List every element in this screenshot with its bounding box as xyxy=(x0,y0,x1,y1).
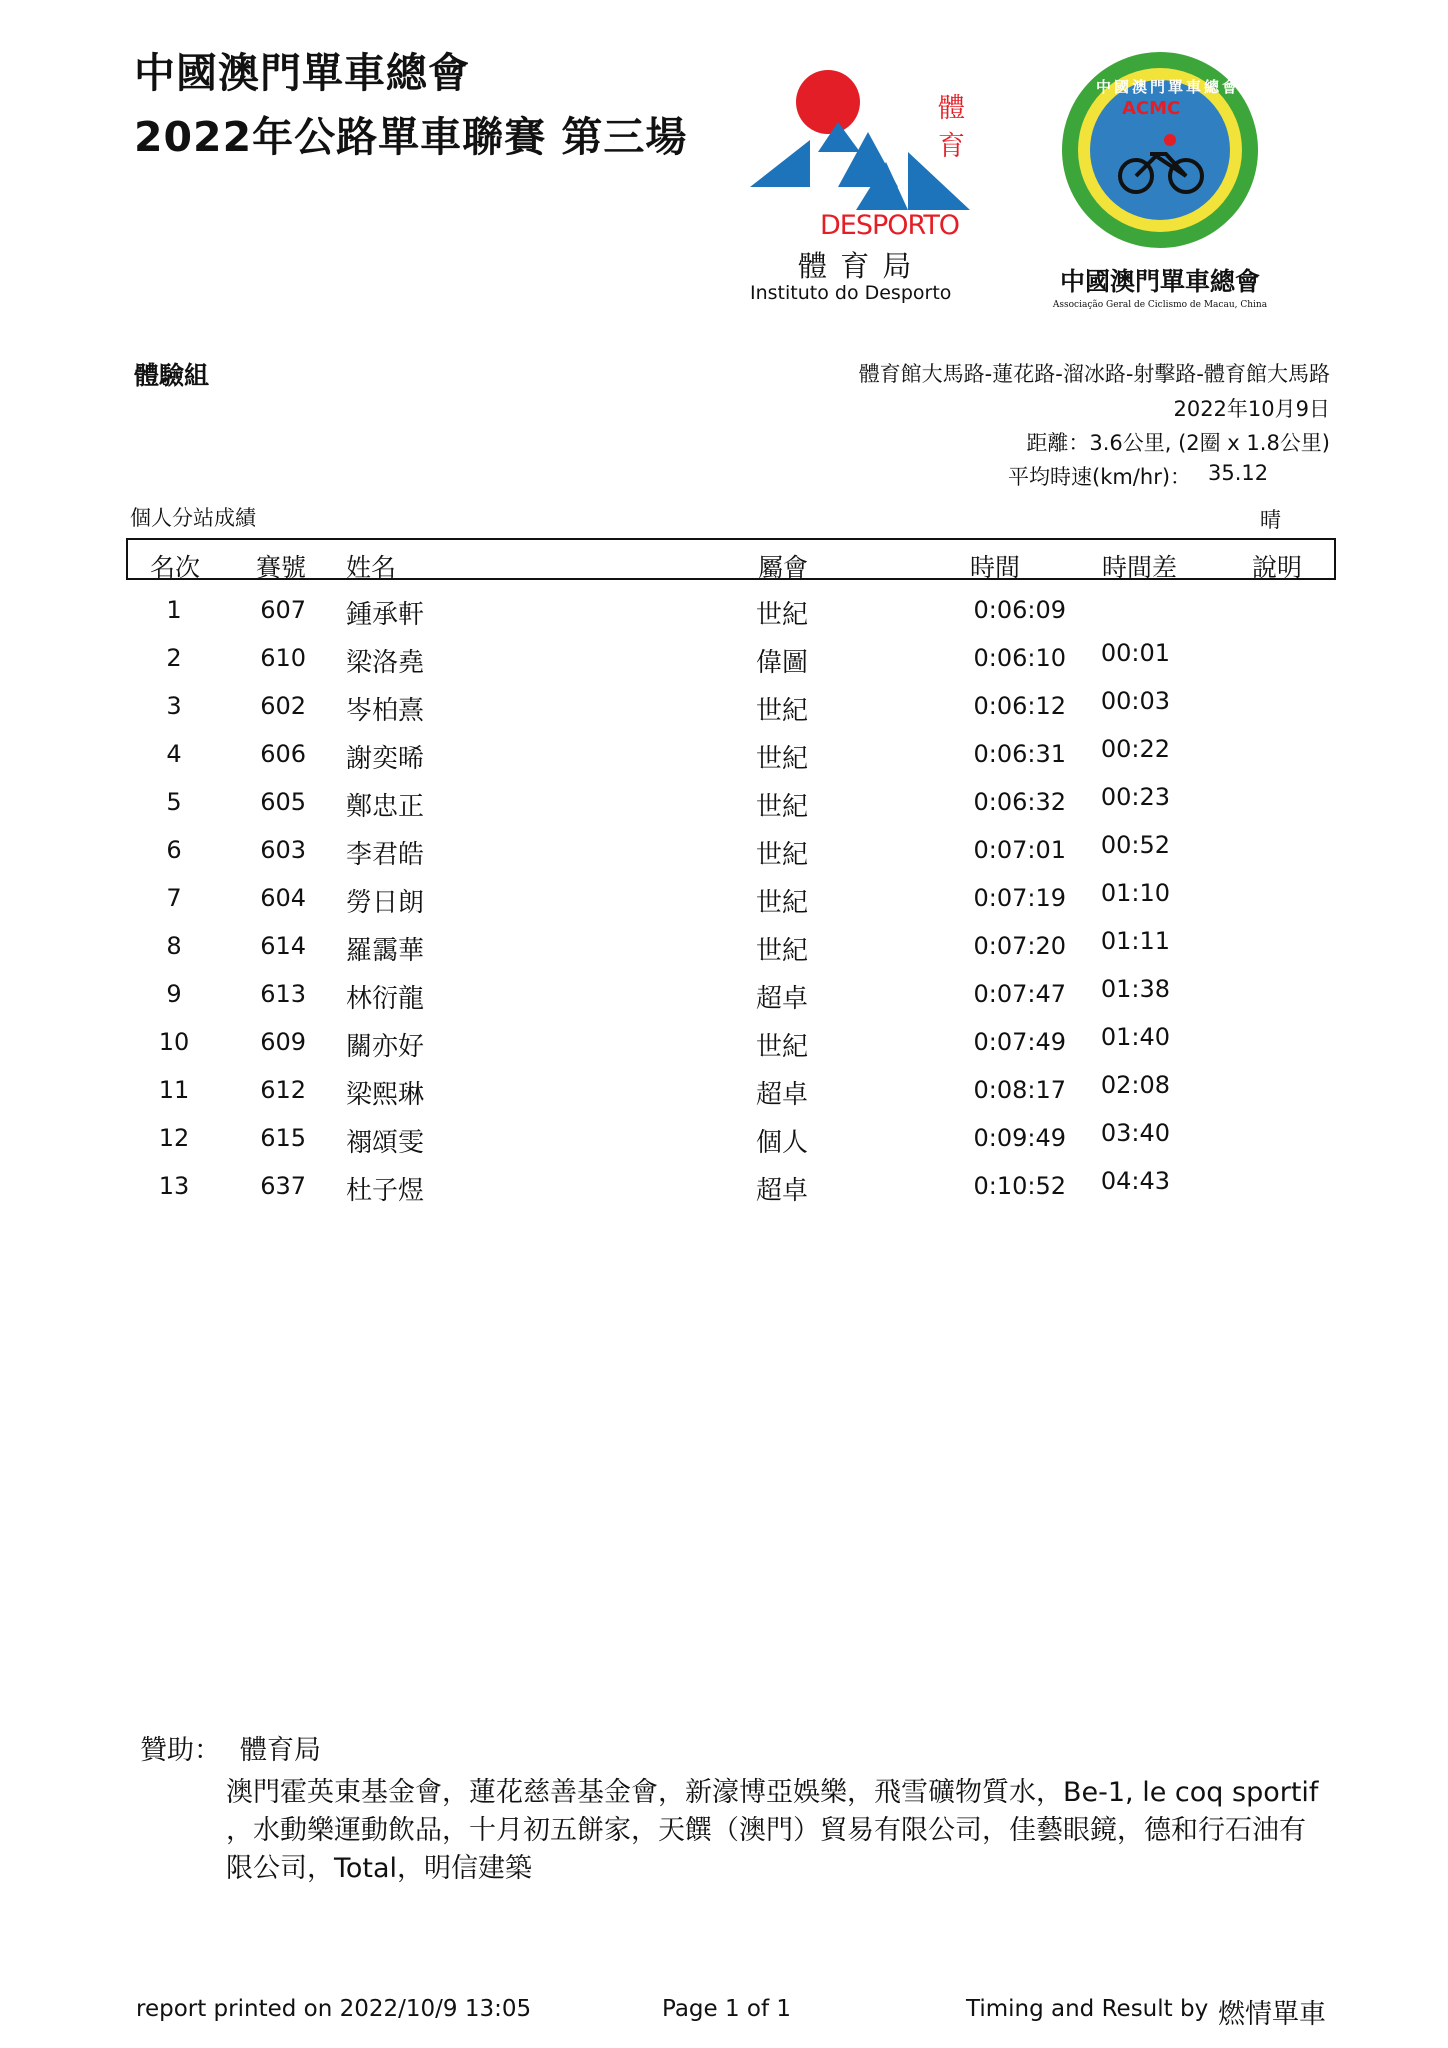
table-row xyxy=(0,974,1448,1022)
table-row xyxy=(0,638,1448,686)
bib-cell: 615 xyxy=(260,1124,306,1152)
bib-cell: 614 xyxy=(260,932,306,960)
weather-label: 晴 xyxy=(1260,508,1281,532)
club-cell: 世紀 xyxy=(756,888,809,918)
gap-cell: 01:11 xyxy=(1100,927,1170,955)
rank-cell: 13 xyxy=(158,1172,190,1200)
race-distance: 距離：3.6公里, (2圈 x 1.8公里) xyxy=(1026,431,1330,455)
time-cell: 0:07:49 xyxy=(973,1028,1066,1056)
table-row xyxy=(0,590,1448,638)
club-cell: 超卓 xyxy=(756,1176,809,1206)
desporto-vertical-text-1: 體 xyxy=(938,93,965,124)
desporto-logo xyxy=(748,52,996,312)
time-cell: 0:10:52 xyxy=(973,1172,1066,1200)
rank-cell: 3 xyxy=(166,692,182,720)
avg-speed-label: 平均時速(km/hr)： xyxy=(1008,465,1192,489)
time-cell: 0:08:17 xyxy=(973,1076,1066,1104)
acmc-caption-pt: Associação Geral de Ciclismo de Macau, China xyxy=(1052,300,1268,310)
club-cell: 超卓 xyxy=(756,1080,809,1110)
time-cell: 0:06:09 xyxy=(973,596,1066,624)
table-row xyxy=(0,1166,1448,1214)
time-cell: 0:06:32 xyxy=(973,788,1066,816)
time-cell: 0:07:20 xyxy=(973,932,1066,960)
club-cell: 世紀 xyxy=(756,600,809,630)
header-name: 姓名 xyxy=(346,553,397,582)
sponsor-label: 贊助： xyxy=(140,1735,221,1766)
club-cell: 世紀 xyxy=(756,696,809,726)
sponsor-line-1: 澳門霍英東基金會，蓮花慈善基金會，新濠博亞娛樂，飛雪礦物質水，Be-1, le coq sportif xyxy=(226,1777,1319,1808)
gap-cell: 01:38 xyxy=(1100,975,1170,1003)
rank-cell: 12 xyxy=(158,1124,190,1152)
gap-cell: 03:40 xyxy=(1100,1119,1170,1147)
acmc-badge: ACMC xyxy=(1122,98,1181,119)
club-cell: 個人 xyxy=(756,1128,809,1158)
desporto-chinese-name: 體 育 局 xyxy=(798,249,914,283)
gap-cell: 00:03 xyxy=(1100,687,1170,715)
club-cell: 世紀 xyxy=(756,1032,809,1062)
gap-cell: 00:52 xyxy=(1100,831,1170,859)
name-cell: 禤頌雯 xyxy=(346,1128,425,1158)
gap-cell: 00:23 xyxy=(1100,783,1170,811)
club-cell: 偉圖 xyxy=(756,648,809,678)
rank-cell: 2 xyxy=(166,644,182,672)
name-cell: 李君皓 xyxy=(346,840,425,870)
time-cell: 0:07:01 xyxy=(973,836,1066,864)
bib-cell: 610 xyxy=(260,644,306,672)
header-gap: 時間差 xyxy=(1102,553,1178,582)
name-cell: 鄭忠正 xyxy=(346,792,425,822)
rank-cell: 1 xyxy=(166,596,182,624)
name-cell: 關亦好 xyxy=(346,1032,425,1062)
bib-cell: 609 xyxy=(260,1028,306,1056)
desporto-vertical-text-2: 育 xyxy=(938,131,965,162)
header-rank: 名次 xyxy=(150,553,201,582)
table-row xyxy=(0,1070,1448,1118)
club-cell: 世紀 xyxy=(756,840,809,870)
rank-cell: 9 xyxy=(166,980,182,1008)
table-row xyxy=(0,1118,1448,1166)
category-label: 體驗組 xyxy=(134,361,210,390)
gap-cell: 04:43 xyxy=(1100,1167,1170,1195)
time-cell: 0:07:19 xyxy=(973,884,1066,912)
club-cell: 世紀 xyxy=(756,744,809,774)
event-title: 2022年公路單車聯賽 第三場 xyxy=(134,113,688,161)
time-cell: 0:06:31 xyxy=(973,740,1066,768)
avg-speed-value: 35.12 xyxy=(1208,461,1269,485)
desporto-wordmark: DESPORTO xyxy=(820,210,960,241)
header-bib: 賽號 xyxy=(256,553,307,582)
org-title: 中國澳門單車總會 xyxy=(134,49,470,97)
acmc-caption-cn: 中國澳門單車總會 xyxy=(1059,267,1260,296)
gap-cell: 01:40 xyxy=(1100,1023,1170,1051)
rank-cell: 11 xyxy=(158,1076,190,1104)
gap-cell: 00:22 xyxy=(1100,735,1170,763)
table-row xyxy=(0,782,1448,830)
name-cell: 梁洛堯 xyxy=(346,648,425,678)
acmc-ring-text-top: 中國澳門單車總會 xyxy=(1096,78,1241,96)
bib-cell: 606 xyxy=(260,740,306,768)
sponsor-line-2: ，水動樂運動飲品，十月初五餅家，天饌（澳門）貿易有限公司，佳藝眼鏡，德和行石油有 xyxy=(226,1815,1306,1846)
rank-cell: 10 xyxy=(158,1028,190,1056)
header-club: 屬會 xyxy=(758,553,809,582)
sponsor-main: 體育局 xyxy=(240,1735,321,1766)
name-cell: 林衍龍 xyxy=(346,984,425,1014)
club-cell: 世紀 xyxy=(756,936,809,966)
rank-cell: 6 xyxy=(166,836,182,864)
bib-cell: 602 xyxy=(260,692,306,720)
table-row xyxy=(0,926,1448,974)
time-cell: 0:07:47 xyxy=(973,980,1066,1008)
time-cell: 0:06:12 xyxy=(973,692,1066,720)
name-cell: 鍾承軒 xyxy=(346,600,425,630)
table-header xyxy=(126,538,1336,580)
header-time: 時間 xyxy=(970,553,1021,582)
table-row xyxy=(0,1022,1448,1070)
name-cell: 謝奕晞 xyxy=(346,744,425,774)
name-cell: 梁熙琳 xyxy=(346,1080,425,1110)
time-cell: 0:09:49 xyxy=(973,1124,1066,1152)
route-text: 體育館大馬路-蓮花路-溜冰路-射擊路-體育館大馬路 xyxy=(858,362,1330,386)
sponsor-line-3: 限公司，Total，明信建築 xyxy=(226,1853,533,1884)
gap-cell: 02:08 xyxy=(1100,1071,1170,1099)
bib-cell: 605 xyxy=(260,788,306,816)
bib-cell: 637 xyxy=(260,1172,306,1200)
table-row xyxy=(0,734,1448,782)
rank-cell: 8 xyxy=(166,932,182,960)
table-row xyxy=(0,830,1448,878)
name-cell: 勞日朗 xyxy=(346,888,425,918)
bib-cell: 604 xyxy=(260,884,306,912)
header-note: 說明 xyxy=(1252,553,1303,582)
name-cell: 羅靄華 xyxy=(346,936,425,966)
desporto-portuguese-name: Instituto do Desporto xyxy=(750,282,952,304)
page-number: Page 1 of 1 xyxy=(662,1996,792,2022)
name-cell: 岑柏熹 xyxy=(346,696,425,726)
name-cell: 杜子煜 xyxy=(346,1176,425,1206)
timing-by: 燃情單車 xyxy=(1218,1999,1326,2030)
timing-label: Timing and Result by xyxy=(966,1996,1209,2022)
report-printed: report printed on 2022/10/9 13:05 xyxy=(136,1996,532,2022)
bib-cell: 612 xyxy=(260,1076,306,1104)
rank-cell: 7 xyxy=(166,884,182,912)
section-label: 個人分站成績 xyxy=(130,506,256,530)
rank-cell: 5 xyxy=(166,788,182,816)
time-cell: 0:06:10 xyxy=(973,644,1066,672)
table-row xyxy=(0,878,1448,926)
bib-cell: 603 xyxy=(260,836,306,864)
gap-cell: 00:01 xyxy=(1100,639,1170,667)
race-date: 2022年10月9日 xyxy=(1173,397,1330,421)
bib-cell: 613 xyxy=(260,980,306,1008)
gap-cell: 01:10 xyxy=(1100,879,1170,907)
club-cell: 世紀 xyxy=(756,792,809,822)
table-row xyxy=(0,686,1448,734)
acmc-ring-text-side xyxy=(1160,46,1161,47)
club-cell: 超卓 xyxy=(756,984,809,1014)
rank-cell: 4 xyxy=(166,740,182,768)
bib-cell: 607 xyxy=(260,596,306,624)
